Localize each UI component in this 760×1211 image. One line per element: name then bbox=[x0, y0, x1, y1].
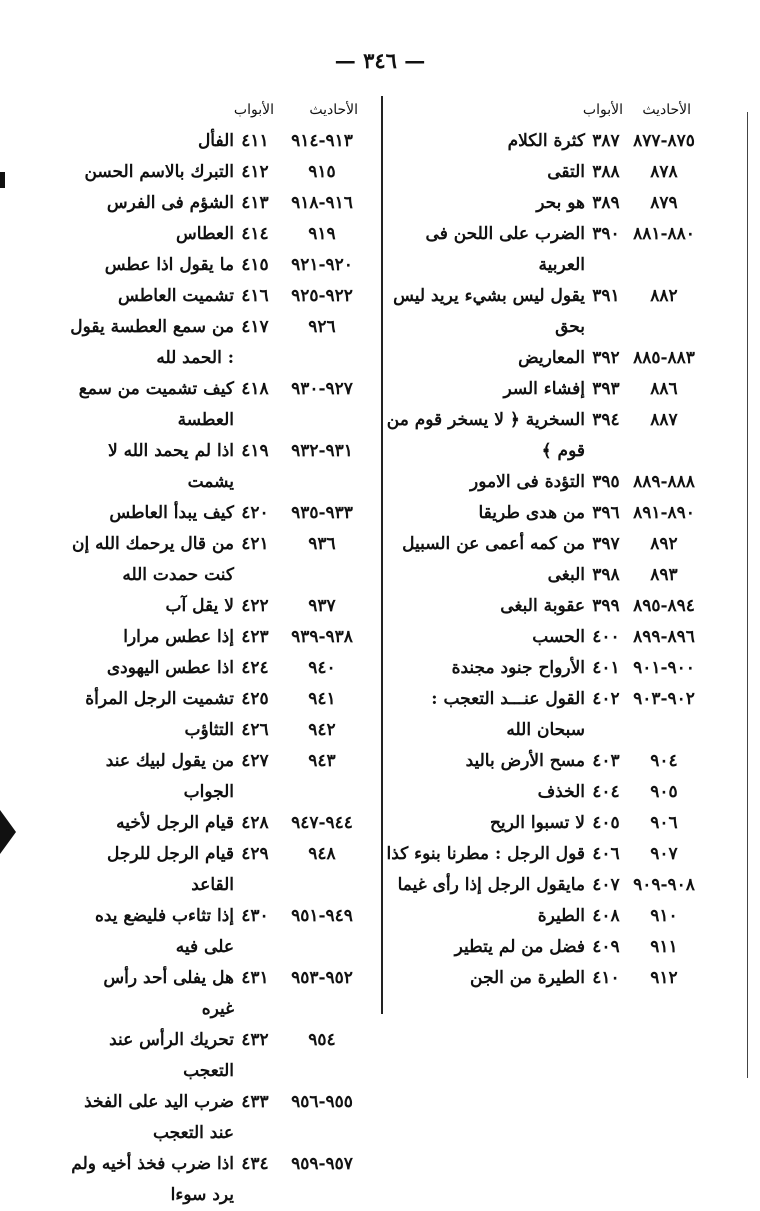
chapter-title: من كمه أعمى عن السبيل bbox=[402, 534, 585, 554]
column-divider bbox=[381, 96, 383, 1014]
chapter-title: الضرب على اللحن فى العربية bbox=[425, 224, 585, 275]
index-entry bbox=[385, 281, 703, 343]
index-entry bbox=[385, 126, 703, 157]
chapter-title: لا يقل آب bbox=[165, 596, 234, 616]
page-edge-line bbox=[747, 112, 748, 1078]
hadith-numbers: ٩٠٠-٩٠١ bbox=[633, 658, 695, 678]
hadith-numbers: ٩٤٩-٩٥١ bbox=[291, 906, 353, 926]
chapter-title: اذا عطس اليهودى bbox=[106, 658, 234, 678]
chapter-title: التقى bbox=[547, 162, 585, 182]
hadith-numbers: ٩٥٢-٩٥٣ bbox=[291, 968, 353, 988]
chapter-title: الحسب bbox=[532, 627, 585, 647]
chapter-title: كثرة الكلام bbox=[507, 131, 585, 151]
index-entry bbox=[385, 529, 703, 560]
chapter-number: ٣٩٨ bbox=[592, 565, 620, 585]
chapter-title: هو بحر bbox=[536, 193, 585, 213]
hadith-numbers: ٨٨٠-٨٨١ bbox=[633, 224, 695, 244]
index-entry bbox=[385, 405, 703, 467]
index-entry bbox=[70, 126, 370, 157]
page-number: — ٣٤٦ — bbox=[334, 48, 426, 73]
chapter-title: إذا تثاءب فليضع يده على فيه bbox=[94, 906, 234, 957]
hadith-numbers: ٩٤٤-٩٤٧ bbox=[291, 813, 353, 833]
index-entry bbox=[70, 529, 370, 591]
chapter-number: ٤٠٥ bbox=[592, 813, 620, 833]
index-entry bbox=[385, 591, 703, 622]
hadith-numbers: ٩٣٣-٩٣٥ bbox=[291, 503, 353, 523]
chapter-number: ٣٩٩ bbox=[592, 596, 620, 616]
chapter-number: ٤٠٨ bbox=[592, 906, 620, 926]
chapter-title: كيف يبدأ العاطس bbox=[109, 503, 234, 523]
page-edge-mark bbox=[0, 810, 16, 854]
index-entry bbox=[385, 777, 703, 808]
chapter-title: من هدى طريقا bbox=[478, 503, 585, 523]
chapter-number: ٣٨٨ bbox=[592, 162, 620, 182]
chapter-title: العطاس bbox=[176, 224, 234, 244]
chapter-number: ٣٩٤ bbox=[592, 410, 620, 430]
index-entry bbox=[70, 746, 370, 808]
page-edge-dot bbox=[0, 172, 5, 188]
hadith-numbers: ٩١٠ bbox=[650, 906, 678, 926]
hadith-numbers: ٨٩٤-٨٩٥ bbox=[633, 596, 695, 616]
header-ahadith: الأحاديث bbox=[309, 102, 358, 118]
chapter-number: ٤٣١ bbox=[241, 968, 269, 988]
hadith-numbers: ٩١٥ bbox=[308, 162, 336, 182]
hadith-numbers: ٩٠٨-٩٠٩ bbox=[633, 875, 695, 895]
hadith-numbers: ٩١٣-٩١٤ bbox=[291, 131, 353, 151]
hadith-numbers: ٩٠٥ bbox=[650, 782, 678, 802]
chapter-number: ٤١٧ bbox=[241, 317, 269, 337]
chapter-title: التبرك بالاسم الحسن bbox=[84, 162, 234, 182]
index-entry bbox=[70, 963, 370, 1025]
index-entry bbox=[385, 870, 703, 901]
index-entry bbox=[70, 808, 370, 839]
hadith-numbers: ٩٠٦ bbox=[650, 813, 678, 833]
hadith-numbers: ٩٤٣ bbox=[308, 751, 336, 771]
chapter-number: ٤١٦ bbox=[241, 286, 269, 306]
index-entry bbox=[70, 622, 370, 653]
chapter-number: ٣٩٧ bbox=[592, 534, 620, 554]
hadith-numbers: ٩٥٥-٩٥٦ bbox=[291, 1092, 353, 1112]
chapter-number: ٤٢٦ bbox=[241, 720, 269, 740]
chapter-title: يقول ليس بشيء يريد ليس بحق bbox=[393, 286, 585, 337]
chapter-number: ٣٨٩ bbox=[592, 193, 620, 213]
index-entry bbox=[385, 343, 703, 374]
index-entry bbox=[70, 684, 370, 715]
index-entry bbox=[385, 901, 703, 932]
hadith-numbers: ٨٨٧ bbox=[650, 410, 678, 430]
chapter-title: عقوبة البغى bbox=[500, 596, 585, 616]
chapter-number: ٤٢٧ bbox=[241, 751, 269, 771]
header-abwab: الأبواب bbox=[582, 102, 623, 118]
chapter-title: القول عنـــد التعجب : سبحان الله bbox=[431, 689, 585, 740]
chapter-number: ٤٠٩ bbox=[592, 937, 620, 957]
header-abwab: الأبواب bbox=[233, 102, 274, 118]
chapter-number: ٤٢٥ bbox=[241, 689, 269, 709]
index-entry bbox=[385, 560, 703, 591]
chapter-title: قيام الرجل للرجل القاعد bbox=[106, 844, 234, 895]
chapter-title: من يقول لبيك عند الجواب bbox=[105, 751, 234, 802]
index-entry bbox=[385, 808, 703, 839]
chapter-title: فضل من لم يتطير bbox=[454, 937, 585, 957]
index-entry bbox=[70, 188, 370, 219]
chapter-number: ٣٩٢ bbox=[592, 348, 620, 368]
chapter-title: الطيرة من الجن bbox=[470, 968, 585, 988]
chapter-title: اذا لم يحمد الله لا يشمت bbox=[108, 441, 234, 492]
hadith-numbers: ٩٥٤ bbox=[308, 1030, 336, 1050]
index-entry bbox=[385, 622, 703, 653]
chapter-number: ٣٩٣ bbox=[592, 379, 620, 399]
chapter-number: ٤٢٣ bbox=[241, 627, 269, 647]
index-entry bbox=[70, 653, 370, 684]
hadith-numbers: ٩٣٧ bbox=[308, 596, 336, 616]
index-entry bbox=[70, 157, 370, 188]
chapter-title: لا تسبوا الريح bbox=[489, 813, 585, 833]
chapter-number: ٤١٥ bbox=[241, 255, 269, 275]
chapter-title: السخرية ﴿ لا يسخر قوم من قوم ﴾ bbox=[386, 410, 585, 461]
hadith-numbers: ٩٢٢-٩٢٥ bbox=[291, 286, 353, 306]
index-entry bbox=[385, 684, 703, 746]
chapter-number: ٤١٨ bbox=[241, 379, 269, 399]
chapter-number: ٤٢٩ bbox=[241, 844, 269, 864]
hadith-numbers: ٩٢٦ bbox=[308, 317, 336, 337]
index-entry bbox=[70, 498, 370, 529]
chapter-title: تشميت العاطس bbox=[118, 286, 234, 306]
hadith-numbers: ٩١٢ bbox=[650, 968, 678, 988]
chapter-number: ٤٢١ bbox=[241, 534, 269, 554]
chapter-number: ٤٠١ bbox=[592, 658, 620, 678]
index-entry bbox=[385, 219, 703, 281]
index-entry bbox=[70, 839, 370, 901]
hadith-numbers: ٩٣٦ bbox=[308, 534, 336, 554]
hadith-numbers: ٨٩٠-٨٩١ bbox=[633, 503, 695, 523]
chapter-number: ٤٠٦ bbox=[592, 844, 620, 864]
index-entry bbox=[70, 250, 370, 281]
chapter-number: ٤١٤ bbox=[241, 224, 269, 244]
chapter-title: التؤدة فى الامور bbox=[470, 472, 585, 492]
column-header bbox=[70, 98, 370, 126]
chapter-number: ٤٣٣ bbox=[241, 1092, 269, 1112]
hadith-numbers: ٨٩٦-٨٩٩ bbox=[633, 627, 695, 647]
hadith-numbers: ٩٤٠ bbox=[308, 658, 336, 678]
chapter-title: الأرواح جنود مجندة bbox=[451, 658, 585, 678]
index-entry bbox=[385, 963, 703, 994]
chapter-title: الطيرة bbox=[537, 906, 585, 926]
index-entry bbox=[70, 1149, 370, 1211]
hadith-numbers: ٨٨٦ bbox=[650, 379, 678, 399]
index-entry bbox=[385, 467, 703, 498]
chapter-title: مسح الأرض باليد bbox=[465, 751, 585, 771]
index-entry bbox=[385, 157, 703, 188]
chapter-title: الخذف bbox=[537, 782, 585, 802]
chapter-title: التثاؤب bbox=[184, 720, 234, 740]
chapter-number: ٤١٣ bbox=[241, 193, 269, 213]
hadith-numbers: ٩٠٢-٩٠٣ bbox=[633, 689, 695, 709]
chapter-number: ٤٣٠ bbox=[241, 906, 269, 926]
chapter-title: البغى bbox=[547, 565, 585, 585]
index-entry bbox=[385, 653, 703, 684]
hadith-numbers: ٩١٩ bbox=[308, 224, 336, 244]
chapter-number: ٤٠٠ bbox=[592, 627, 620, 647]
hadith-numbers: ٩٠٤ bbox=[650, 751, 678, 771]
chapter-title: تشميت الرجل المرأة bbox=[85, 689, 234, 709]
chapter-title: من قال يرحمك الله إن كنت حمدت الله bbox=[71, 534, 234, 585]
index-column-right bbox=[385, 98, 703, 994]
chapter-number: ٤٠٤ bbox=[592, 782, 620, 802]
chapter-title: إفشاء السر bbox=[503, 379, 585, 399]
chapter-number: ٤٢٢ bbox=[241, 596, 269, 616]
hadith-numbers: ٩١١ bbox=[650, 937, 678, 957]
hadith-numbers: ٩٢٠-٩٢١ bbox=[291, 255, 353, 275]
index-entry bbox=[385, 746, 703, 777]
hadith-numbers: ٩٣١-٩٣٢ bbox=[291, 441, 353, 461]
index-entry bbox=[70, 1025, 370, 1087]
chapter-number: ٤٣٢ bbox=[241, 1030, 269, 1050]
index-entry bbox=[70, 312, 370, 374]
index-entry bbox=[385, 188, 703, 219]
chapter-number: ٣٩١ bbox=[592, 286, 620, 306]
hadith-numbers: ٩٥٧-٩٥٩ bbox=[291, 1154, 353, 1174]
hadith-numbers: ٩٤١ bbox=[308, 689, 336, 709]
hadith-numbers: ٩٠٧ bbox=[650, 844, 678, 864]
chapter-number: ٤٠٣ bbox=[592, 751, 620, 771]
entry-list bbox=[385, 126, 703, 994]
chapter-number: ٤١٢ bbox=[241, 162, 269, 182]
chapter-title: ما يقول اذا عطس bbox=[104, 255, 234, 275]
chapter-number: ٤٣٤ bbox=[241, 1154, 269, 1174]
hadith-numbers: ٨٨٢ bbox=[650, 286, 678, 306]
hadith-numbers: ٩٣٨-٩٣٩ bbox=[291, 627, 353, 647]
hadith-numbers: ٨٩٢ bbox=[650, 534, 678, 554]
hadith-numbers: ٨٧٥-٨٧٧ bbox=[633, 131, 695, 151]
index-entry bbox=[385, 374, 703, 405]
hadith-numbers: ٩٤٢ bbox=[308, 720, 336, 740]
chapter-number: ٣٩٠ bbox=[592, 224, 620, 244]
index-entry bbox=[70, 715, 370, 746]
hadith-numbers: ٨٨٣-٨٨٥ bbox=[633, 348, 695, 368]
index-entry bbox=[70, 219, 370, 250]
chapter-title: الشؤم فى الفرس bbox=[106, 193, 234, 213]
chapter-title: كيف تشميت من سمع العطسة bbox=[78, 379, 234, 430]
hadith-numbers: ٩١٦-٩١٨ bbox=[291, 193, 353, 213]
chapter-number: ٤٠٢ bbox=[592, 689, 620, 709]
hadith-numbers: ٨٨٨-٨٨٩ bbox=[633, 472, 695, 492]
chapter-title: الفأل bbox=[197, 131, 234, 151]
index-entry bbox=[385, 498, 703, 529]
index-entry bbox=[70, 901, 370, 963]
chapter-number: ٣٩٥ bbox=[592, 472, 620, 492]
chapter-number: ٤١٩ bbox=[241, 441, 269, 461]
hadith-numbers: ٨٧٨ bbox=[650, 162, 678, 182]
chapter-number: ٤٢٠ bbox=[241, 503, 269, 523]
chapter-title: من سمع العطسة يقول : الحمد لله bbox=[70, 317, 234, 368]
chapter-title: اذا ضرب فخذ أخيه ولم يرد سوءا bbox=[71, 1154, 234, 1205]
index-entry bbox=[70, 436, 370, 498]
header-ahadith: الأحاديث bbox=[642, 102, 691, 118]
index-entry bbox=[70, 374, 370, 436]
chapter-number: ٤٢٨ bbox=[241, 813, 269, 833]
index-entry bbox=[70, 591, 370, 622]
chapter-number: ٤١١ bbox=[241, 131, 269, 151]
hadith-numbers: ٩٤٨ bbox=[308, 844, 336, 864]
chapter-title: تحريك الرأس عند التعجب bbox=[109, 1030, 234, 1081]
chapter-title: مايقول الرجل إذا رأى غيما bbox=[397, 875, 585, 895]
chapter-title: هل يفلى أحد رأس غيره bbox=[103, 968, 234, 1019]
hadith-numbers: ٨٧٩ bbox=[650, 193, 678, 213]
index-column-left bbox=[70, 98, 370, 1211]
chapter-title: ضرب اليد على الفخذ عند التعجب bbox=[84, 1092, 234, 1143]
chapter-number: ٤١٠ bbox=[592, 968, 620, 988]
chapter-number: ٤٠٧ bbox=[592, 875, 620, 895]
chapter-number: ٤٢٤ bbox=[241, 658, 269, 678]
chapter-title: المعاريض bbox=[518, 348, 585, 368]
column-header bbox=[385, 98, 703, 126]
index-entry bbox=[70, 1087, 370, 1149]
index-entry bbox=[70, 281, 370, 312]
entry-list bbox=[70, 126, 370, 1211]
chapter-number: ٣٨٧ bbox=[592, 131, 620, 151]
chapter-title: قول الرجل : مطرنا بنوء كذا bbox=[386, 844, 585, 864]
chapter-title: إذا عطس مرارا bbox=[123, 627, 234, 647]
index-entry bbox=[385, 932, 703, 963]
hadith-numbers: ٩٢٧-٩٣٠ bbox=[291, 379, 353, 399]
index-entry bbox=[385, 839, 703, 870]
chapter-title: قيام الرجل لأخيه bbox=[116, 813, 234, 833]
chapter-number: ٣٩٦ bbox=[592, 503, 620, 523]
hadith-numbers: ٨٩٣ bbox=[650, 565, 678, 585]
